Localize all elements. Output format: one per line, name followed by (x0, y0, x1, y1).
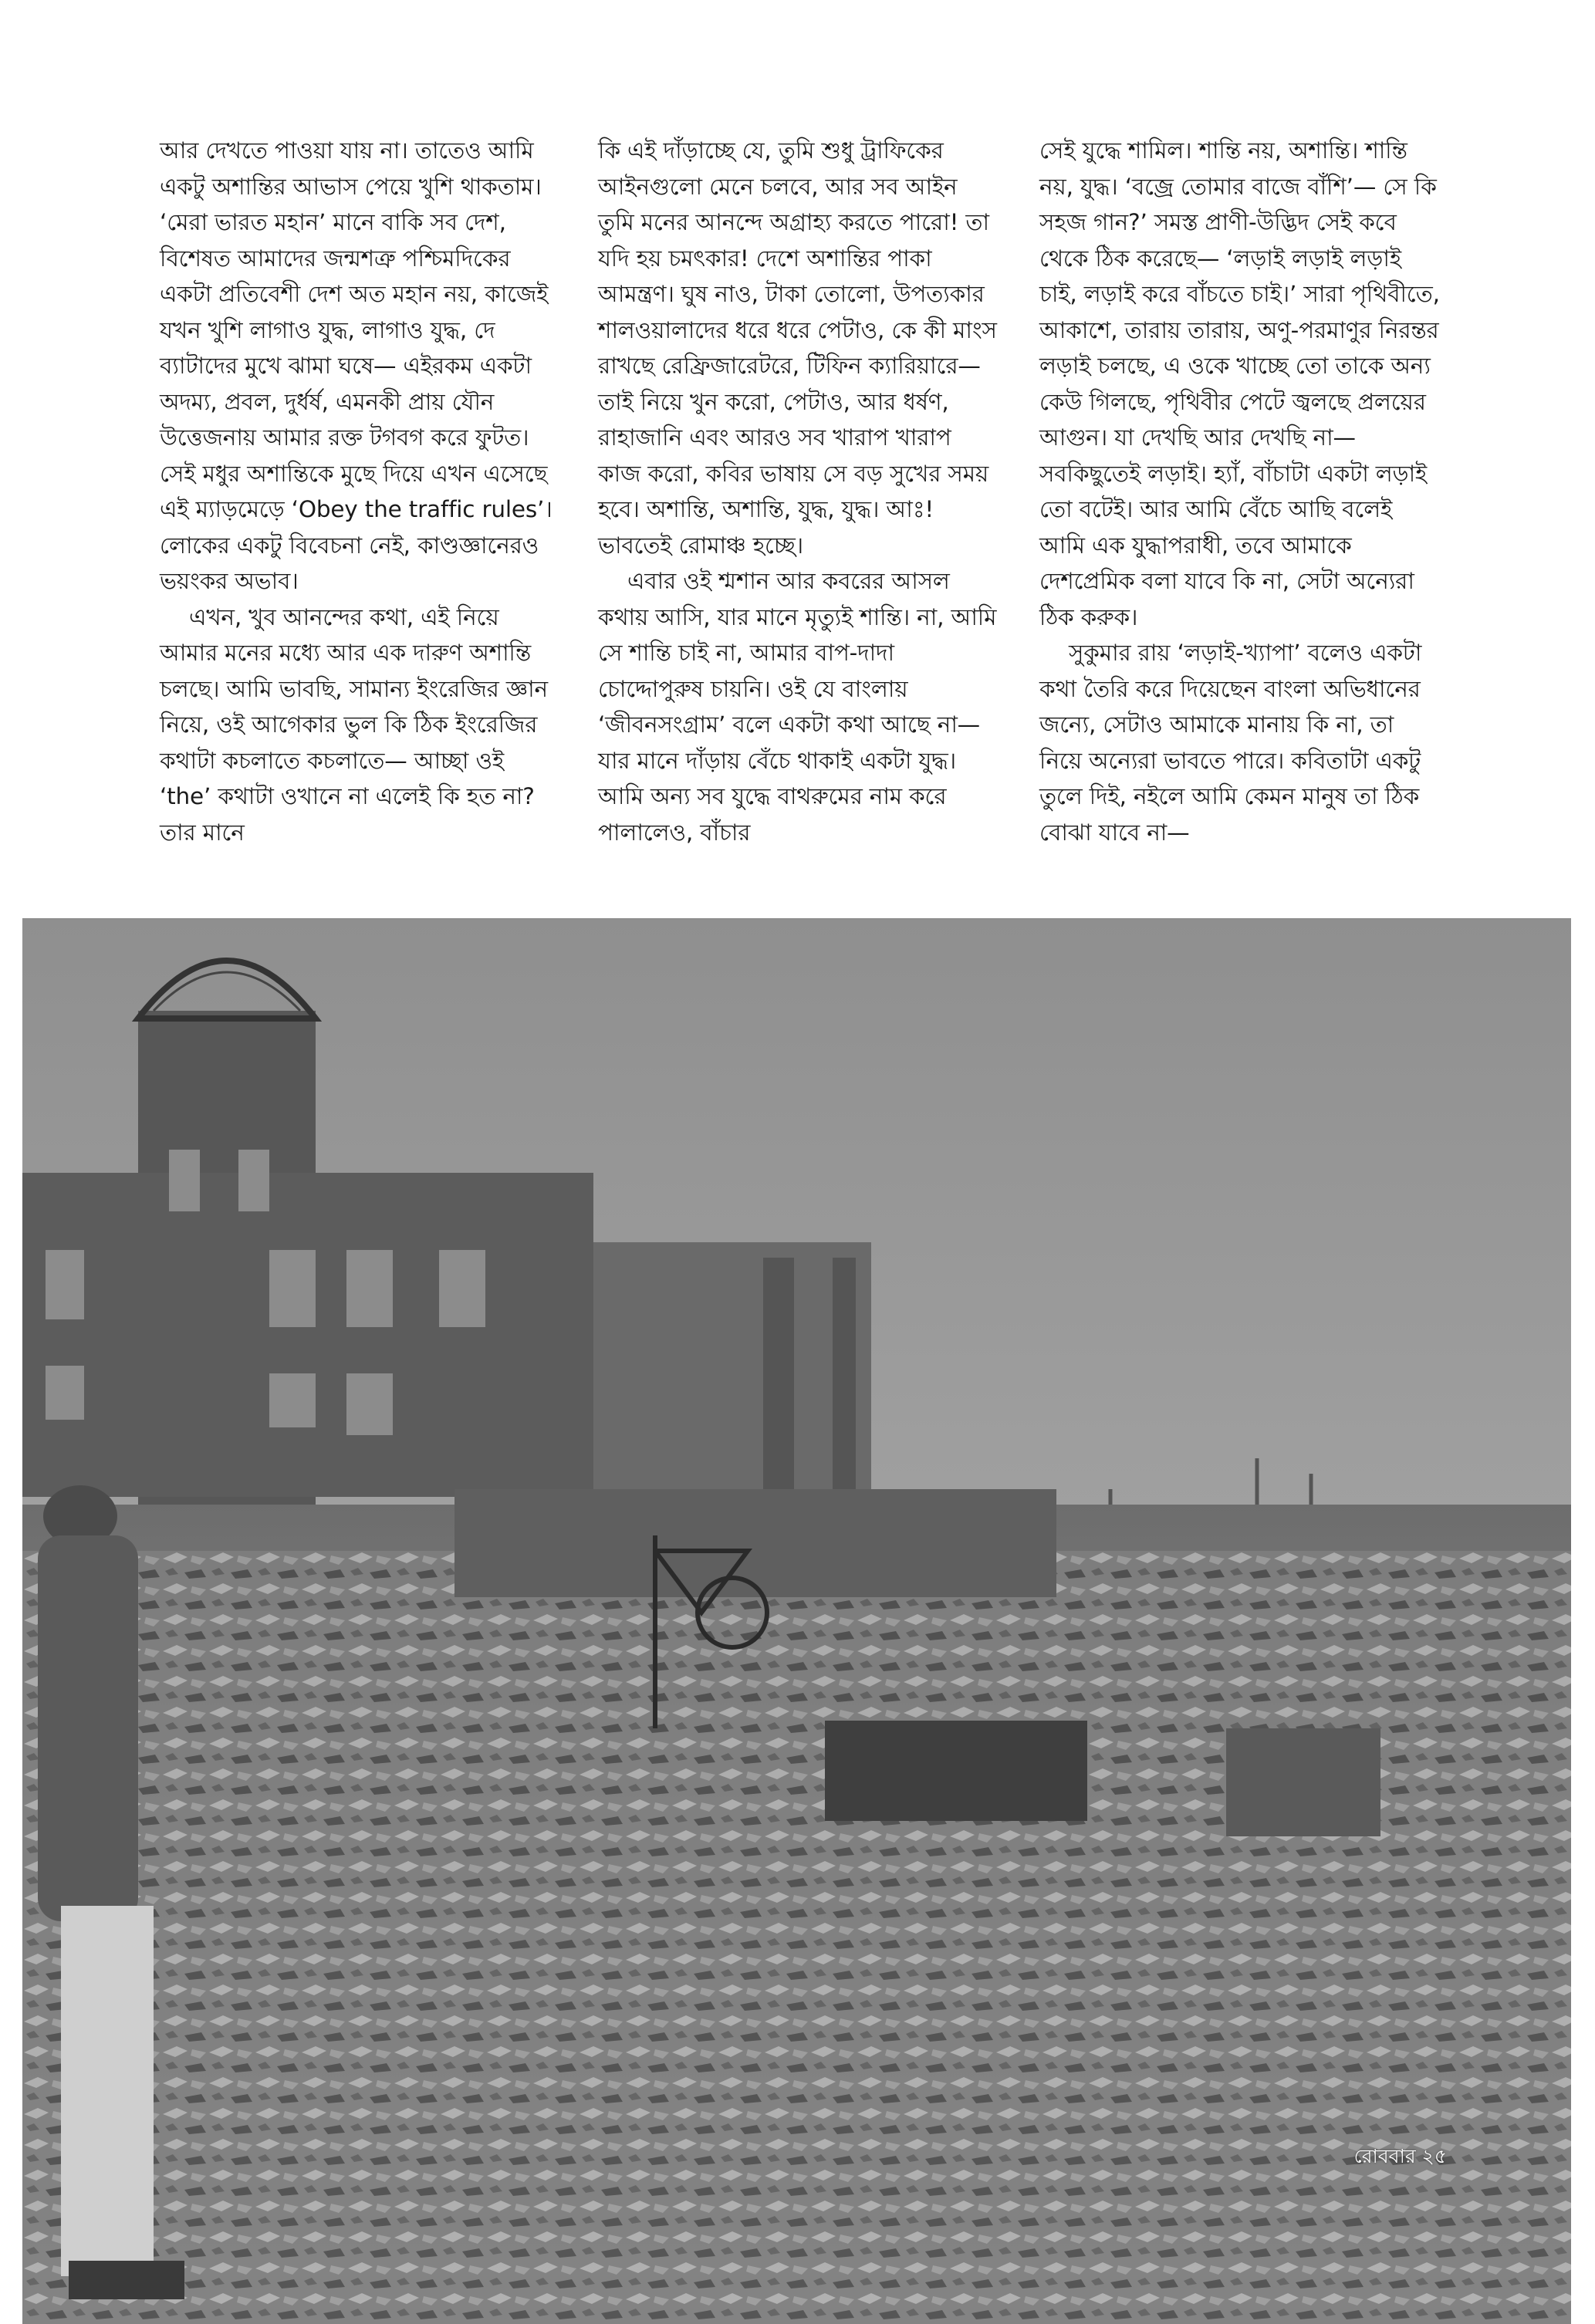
page-folio: রোববার ২৫ (1353, 2145, 1447, 2167)
paragraph: এখন, খুব আনন্দের কথা, এই নিয়ে আমার মনের মধ্যে আর এক দারুণ অশান্তি চলছে। আমি ভাবছি, সামান্য ইংরেজির জ্ঞান নিয়ে, ওই আগেকার ভুল কি ঠিক ইংরেজির কথাটা কচলাতে কচলাতে— আচ্ছা ওই ‘the’ কথাটা ওখানে না এলেই কি হত না? তার মানে (160, 603, 548, 846)
paragraph: কি এই দাঁড়াচ্ছে যে, তুমি শুধু ট্রাফিকের আইনগুলো মেনে চলবে, আর সব আইন তুমি মনের আনন্দে অগ্রাহ্য করতে পারো! তা যদি হয় চমৎকার! দেশে অশান্তির পাকা আমন্ত্রণ। ঘুষ নাও, টাকা তোলো, উপত্যকার শালওয়ালাদের ধরে ধরে পেটাও, কে কী মাংস রাখছে রেফ্রিজারেটরে, টিফিন ক্যারিয়ারে— তাই নিয়ে খুন করো, পেটাও, আর ধর্ষণ, রাহাজানি এবং আরও সব খারাপ খারাপ কাজ করো, কবির ভাষায় সে বড় সুখের সময় হবে। অশান্তি, অশান্তি, যুদ্ধ, যুদ্ধ। আঃ! ভাবতেই রোমাঞ্চ হচ্ছে। (598, 137, 997, 559)
hiroshima-ruins-photo (22, 918, 1571, 2324)
paragraph: আর দেখতে পাওয়া যায় না। তাতেও আমি একটু অশান্তির আভাস পেয়ে খুশি থাকতাম। ‘মেরা ভারত মহান’ মানে বাকি সব দেশ, বিশেষত আমাদের জন্মশত্রু পশ্চিমদিকের একটা প্রতিবেশী দেশ অত মহান নয়, কাজেই যখন খুশি লাগাও যুদ্ধ, লাগাও যুদ্ধ, দে ব্যাটাদের মুখে ঝামা ঘষে— এইরকম একটা অদম্য, প্রবল, দুর্ধর্ষ, এমনকী প্রায় যৌন উত্তেজনায় আমার রক্ত টগবগ করে ফুটত। সেই মধুর অশান্তিকে মুছে দিয়ে এখন এসেছে এই ম্যাড়মেড়ে ‘Obey the traffic rules’। লোকের একটু বিবেচনা নেই, কাণ্ডজ্ঞানেরও ভয়ংকর অভাব। (160, 137, 553, 594)
article-column-3 (1039, 133, 1441, 850)
article-column-2 (598, 133, 999, 850)
paragraph: সুকুমার রায় ‘লড়াই-খ্যাপা’ বলেও একটা কথা তৈরি করে দিয়েছেন বাংলা অভিধানের জন্যে, সেটাও আমাকে মানায় কি না, তা নিয়ে অন্যেরা ভাবতে পারে। কবিতাটা একটু তুলে দিই, নইলে আমি কেমন মানুষ তা ঠিক বোঝা যাবে না— (1039, 640, 1422, 846)
article-column-1 (160, 133, 561, 850)
paragraph: সেই যুদ্ধে শামিল। শান্তি নয়, অশান্তি। শান্তি নয়, যুদ্ধ। ‘বজ্রে তোমার বাজে বাঁশি’— সে কি সহজ গান?’ সমস্ত প্রাণী-উদ্ভিদ সেই কবে থেকে ঠিক করেছে— ‘লড়াই লড়াই লড়াই চাই, লড়াই করে বাঁচতে চাই।’ সারা পৃথিবীতে, আকাশে, তারায় তারায়, অণু-পরমাণুর নিরন্তর লড়াই চলছে, এ ওকে খাচ্ছে তো তাকে অন্য কেউ গিলছে, পৃথিবীর পেটে জ্বলছে প্রলয়ের আগুন। যা দেখছি আর দেখছি না— সবকিছুতেই লড়াই। হ্যাঁ, বাঁচাটা একটা লড়াই তো বটেই। আর আমি বেঁচে আছি বলেই আমি এক যুদ্ধাপরাধী, তবে আমাকে দেশপ্রেমিক বলা যাবে কি না, সেটা অন্যেরা ঠিক করুক। (1039, 137, 1440, 630)
paragraph: এবার ওই শ্মশান আর কবরের আসল কথায় আসি, যার মানে মৃত্যুই শান্তি। না, আমি সে শান্তি চাই না, আমার বাপ-দাদা চোদ্দোপুরুষ চায়নি। ওই যে বাংলায় ‘জীবনসংগ্রাম’ বলে একটা কথা আছে না— যার মানে দাঁড়ায় বেঁচে থাকাই একটা যুদ্ধ। আমি অন্য সব যুদ্ধে বাথরুমের নাম করে পালালেও, বাঁচার (598, 568, 997, 846)
ruins-photo-illustration (22, 918, 1571, 2324)
